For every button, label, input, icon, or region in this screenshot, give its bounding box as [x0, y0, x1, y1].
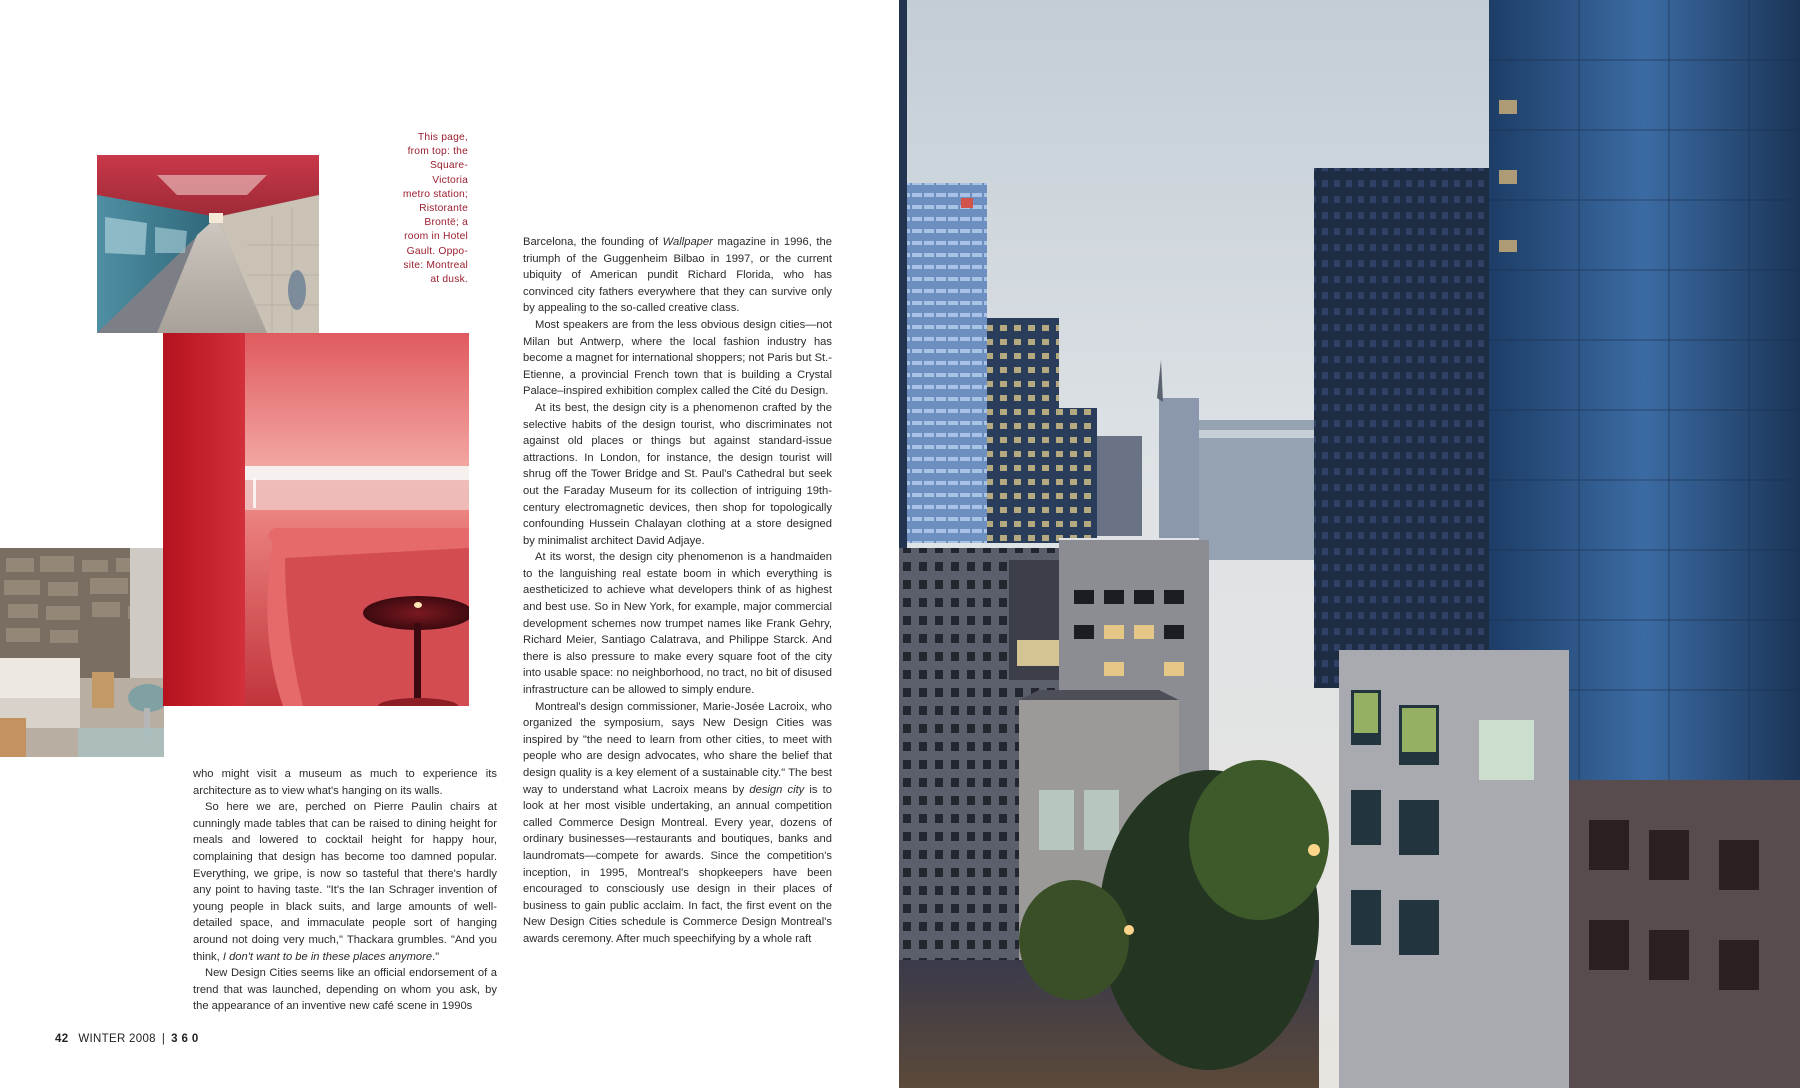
caption-line: This page, — [417, 132, 468, 143]
folio-separator: | — [161, 1033, 166, 1045]
article-column-right — [523, 234, 832, 948]
caption-line: Square- — [429, 160, 468, 172]
photo-caption — [372, 131, 468, 287]
caption-line: metro station; — [402, 188, 468, 200]
article-column-left — [193, 766, 497, 1015]
article-paragraph: New Design Cities seems like an official endorsement of a trend that was launched, depending on whom you ask, by the appearance of an inventive new café scene in 1990s — [193, 967, 497, 1013]
caption-line: Brontë; a — [424, 217, 468, 229]
caption-line: room in Hotel — [404, 231, 468, 243]
article-paragraph: At its worst, the design city phenomenon is a handmaiden to the languishing real estate boom in which everything is aestheticized to achieve what developers think of as highest and best use. So in New York, for example, major commercial development schemes now trumpet names like Frank Gehry, Richard Meier, Santiago Calatrava, and Philippe Starck. And there is also pressure to make every square foot of the city into usable space: no neighborhood, no tract, no bit of disused infrastructure can be allowed to simply endure. — [523, 551, 832, 697]
article-paragraph: At its best, the design city is a phenomenon crafted by the selective habits of the design tourist, who discriminates not against old places or things but against standard-issue attractions. In London, for instance, the design tourist will shrug off the Tower Bridge and St. Paul's Cathedral but seek out the Faraday Museum for its collection of intriguing 19th-century electromagnetic devices, then shop for topologically confounding Hussein Chalayan clothing at a store designed by minimalist architect David Adjaye. — [523, 401, 832, 547]
caption-line: Ristorante — [419, 203, 468, 215]
italic-text: Wallpaper — [662, 236, 713, 248]
article-paragraph: who might visit a museum as much to experience its architecture as to view what's hanging on its walls. — [193, 768, 497, 797]
page-number: 42 — [55, 1033, 69, 1045]
left-page — [0, 0, 899, 1088]
caption-line: Victoria — [432, 174, 468, 186]
caption-line: from top: the — [407, 146, 468, 158]
italic-text: I don't want to be in these places anymore — [222, 950, 433, 963]
article-paragraph: So here we are, perched on Pierre Paulin chairs at cunningly made tables that can be raised to dining height for meals and lowered to cocktail height for happy hour, complaining that design has become too damned popular. Everything, we gripe, is now so tasteful that there's hardly any point to having taste. "It's the Ian Schrager invention of young people in black suits, and large amounts of well-detailed space, and immaculate people sort of hanging around not doing very much," Thackara grumbles. "And you think, I don't want to be in these places anymore." — [193, 801, 497, 963]
issue-label: WINTER 2008 — [78, 1033, 156, 1045]
article-paragraph: Most speakers are from the less obvious design cities—not Milan but Antwerp, where the local fashion industry has become a magnet for international shoppers; not Paris but St.-Etienne, a provincial French town that is building a Crystal Palace–inspired exhibition complex called the Cité du Design. — [523, 318, 832, 398]
magazine-name: 360 — [171, 1033, 203, 1045]
metro-station-photo — [97, 155, 319, 333]
italic-text: design city — [749, 783, 805, 796]
article-paragraph: Montreal's design commissioner, Marie-Josée Lacroix, who organized the symposium, says New Design Cities was inspired by "the need to learn from other cities, to meet with people who are design advocates, who share the belief that design quality is a key element of a sustainable city." The best way to understand what Lacroix means by design city is to look at her most visible undertaking, an annual competition called Commerce Design Montreal. Every year, dozens of ordinary businesses—restaurants and boutiques, banks and laundromats—compete for awards. Since the competition's inception, in 1995, Montreal's shopkeepers have been encouraged to consciously use design in their places of business to gain public acclaim. In fact, the first event on the New Design Cities schedule is Commerce Design Montreal's awards ceremony. After much speechifying by a whole raft — [523, 700, 832, 945]
page-footer — [55, 1033, 202, 1045]
caption-line: at dusk. — [430, 274, 468, 286]
article-paragraph: Barcelona, the founding of Wallpaper magazine in 1996, the triumph of the Guggenheim Bilbao in 1997, or the current ubiquity of American pundit Richard Florida, who has convinced city fathers everywhere that they can survive only by appealing to the so-called creative class. — [523, 236, 832, 315]
caption-line: Gault. Oppo- — [406, 245, 468, 257]
hotel-gault-room-photo — [0, 548, 164, 757]
ristorante-bronte-photo — [163, 333, 469, 706]
caption-line: site: Montreal — [403, 259, 468, 271]
montreal-at-dusk-photo — [899, 0, 1800, 1088]
